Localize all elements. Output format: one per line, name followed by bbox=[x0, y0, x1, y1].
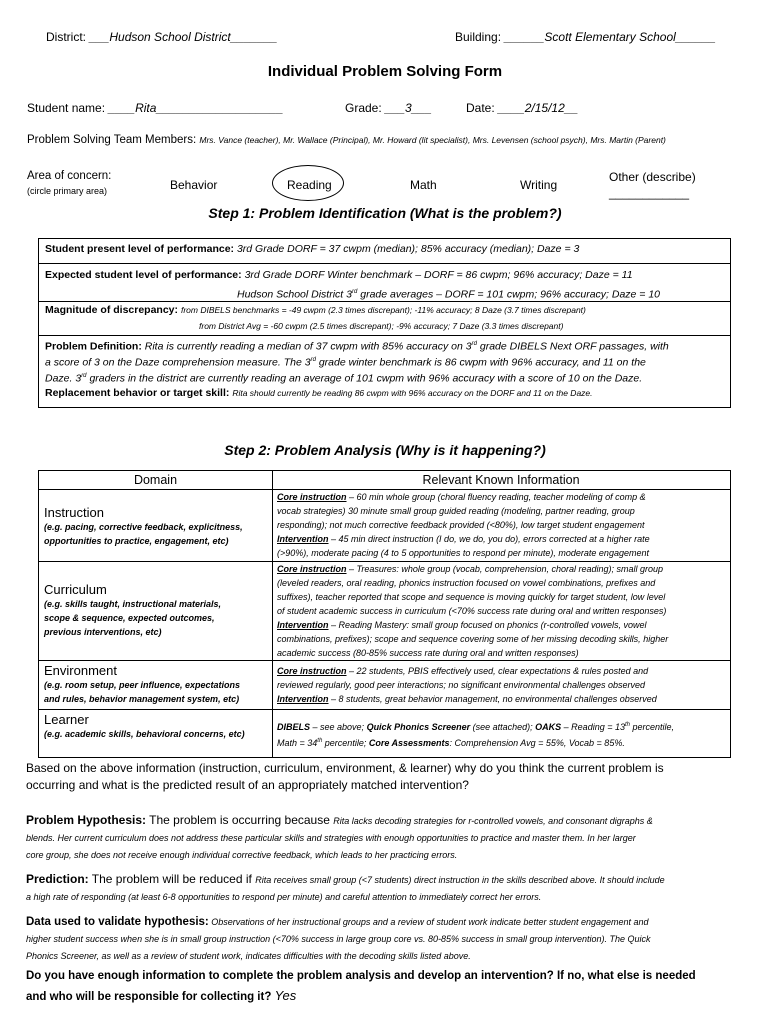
team-members-field bbox=[27, 134, 666, 146]
domain-environment bbox=[44, 663, 272, 706]
info-text: (see attached); bbox=[470, 722, 536, 732]
info-text: – Reading = 13 bbox=[561, 722, 625, 732]
superscript: th bbox=[624, 722, 630, 728]
domain-subtitle: opportunities to practice, engagement, etc) bbox=[44, 536, 229, 546]
other-describe-blank[interactable]: ____________ bbox=[609, 186, 690, 200]
domain-curriculum bbox=[44, 582, 272, 639]
divider bbox=[39, 263, 730, 264]
info-text: academic success (80-85% success rate during oral and written responses) bbox=[277, 648, 579, 658]
info-heading: OAKS bbox=[535, 722, 562, 732]
info-text: – Treasures: whole group (vocab, comprehension, choral reading); small group bbox=[346, 564, 664, 574]
info-text: – 45 min direct instruction (I do, we do, you do), errors corrected at a higher rate bbox=[328, 534, 650, 544]
analysis-question bbox=[26, 760, 746, 794]
magnitude-district: from District Avg = -60 cwpm (2.5 times discrepant); -9% accuracy; 7 Daze (3.3 times discrepant) bbox=[199, 321, 564, 331]
info-text: responding); not much corrective feedback provided (<80%), low target student engagement bbox=[277, 520, 645, 530]
domain-title: Curriculum bbox=[44, 582, 107, 597]
student-name-field bbox=[27, 101, 283, 115]
question-text: Based on the above information (instruction, curriculum, environment, & learner) why do you think the current problem is bbox=[26, 761, 664, 775]
divider bbox=[39, 301, 730, 302]
step2-title: Step 2: Problem Analysis (Why is it happening?) bbox=[224, 442, 546, 458]
expected-level-row bbox=[45, 268, 724, 282]
info-heading: Core instruction bbox=[277, 666, 347, 676]
info-text: (>90%), moderate pacing (4 to 5 opportunities to respond per minute), moderate engagement bbox=[277, 548, 649, 558]
hypothesis-text: Rita lacks decoding strategies for r-controlled vowels, and consonant digraphs & bbox=[333, 816, 653, 826]
team-members-label: Problem Solving Team Members: bbox=[27, 134, 197, 146]
domain-learner bbox=[44, 712, 272, 741]
area-option-other[interactable]: Other (describe) bbox=[609, 170, 696, 184]
domain-title: Environment bbox=[44, 663, 117, 678]
grade-value: ___3___ bbox=[385, 101, 432, 115]
info-text: percentile; bbox=[322, 738, 369, 748]
replacement-row bbox=[45, 386, 724, 400]
info-environment bbox=[277, 664, 726, 706]
info-heading: Intervention bbox=[277, 694, 329, 704]
problem-definition-label: Problem Definition: bbox=[45, 340, 142, 353]
magnitude-label: Magnitude of discrepancy: bbox=[45, 304, 179, 316]
question-text: and who will be responsible for collecting it? bbox=[26, 991, 272, 1003]
validation-data bbox=[26, 914, 746, 965]
domain-subtitle: previous interventions, etc) bbox=[44, 627, 162, 637]
info-heading: Intervention bbox=[277, 620, 329, 630]
domain-instruction bbox=[44, 505, 272, 548]
validation-text: Phonics Screener, as well as a review of student work, indicates difficulties with the decoding skills listed above. bbox=[26, 951, 471, 961]
grade-label: Grade: bbox=[345, 101, 382, 115]
prediction-text: a high rate of responding (at least 6-8 opportunities to respond per minute) and careful attention to immediately correct her errors. bbox=[26, 892, 542, 902]
magnitude-value: from DIBELS benchmarks = -49 cwpm (2.3 times discrepant); -11% accuracy; 8 Daze (3.7 times discrepant) bbox=[180, 305, 586, 315]
info-text: – 8 students, great behavior management, no environmental challenges observed bbox=[328, 694, 657, 704]
page-title: Individual Problem Solving Form bbox=[267, 63, 503, 80]
problem-hypothesis bbox=[26, 812, 746, 864]
area-option-math[interactable]: Math bbox=[410, 178, 437, 192]
info-heading: Core instruction bbox=[277, 492, 347, 502]
info-text: – 60 min whole group (choral fluency reading, teacher modeling of comp & bbox=[346, 492, 646, 502]
info-text: vocab strategies) 30 minute small group guided reading (modeling, partner reading, group bbox=[277, 506, 635, 516]
date-value: ____2/15/12__ bbox=[498, 101, 579, 115]
domain-subtitle: (e.g. skills taught, instructional materials, bbox=[44, 599, 222, 609]
answer-value[interactable]: Yes bbox=[274, 988, 297, 1003]
student-name-label: Student name: bbox=[27, 101, 106, 115]
domain-subtitle: (e.g. room setup, peer influence, expectations bbox=[44, 680, 241, 690]
prediction bbox=[26, 871, 746, 906]
present-level-label: Student present level of performance: bbox=[45, 243, 235, 255]
problem-definition-text: Daze. 3 bbox=[45, 372, 82, 385]
hypothesis-text: blends. Her current curriculum does not address these particular skills and strategies with enough opportunities to practice and master them. In her larger bbox=[26, 833, 636, 843]
problem-definition-text: a score of 3 on the Daze comprehension measure. The 3 bbox=[45, 356, 311, 369]
problem-definition-line3 bbox=[45, 369, 724, 386]
divider bbox=[39, 660, 730, 661]
expected-level-value: 3rd Grade DORF Winter benchmark – DORF = 86 cwpm; 96% accuracy; Daze = 11 bbox=[244, 269, 633, 281]
info-text: (leveled readers, oral reading, phonics instruction focused on vowel combinations, prefixes and bbox=[277, 578, 656, 588]
col-header-domain: Domain bbox=[133, 473, 178, 487]
info-learner bbox=[277, 718, 726, 750]
step1-title: Step 1: Problem Identification (What is the problem?) bbox=[208, 205, 562, 221]
problem-identification-box bbox=[38, 238, 731, 408]
expected-level-district bbox=[237, 285, 724, 302]
info-text: suffixes), teacher reported that scope and sequence is moving quickly for target student, low level bbox=[277, 592, 666, 602]
hypothesis-lead: The problem is occurring because bbox=[146, 813, 334, 827]
present-level-row bbox=[45, 242, 724, 256]
info-heading: Quick Phonics Screener bbox=[366, 722, 471, 732]
hypothesis-text: core group, she does not receive enough individual corrective feedback, which leads to her practicing errors. bbox=[26, 850, 458, 860]
information-question bbox=[26, 966, 746, 1007]
magnitude-row bbox=[45, 303, 724, 317]
domain-subtitle: (e.g. pacing, corrective feedback, explicitness, bbox=[44, 522, 243, 532]
problem-definition-text: Rita is currently reading a median of 37 cwpm with 85% accuracy on 3 bbox=[144, 340, 472, 353]
building-label: Building: bbox=[455, 30, 502, 44]
area-of-concern-hint: (circle primary area) bbox=[27, 186, 108, 196]
info-text: reviewed regularly, good peer interactions; no significant environmental challenges observed bbox=[277, 680, 646, 690]
info-text: of student academic success in curriculum (<70% success rate during oral and written responses) bbox=[277, 606, 667, 616]
column-divider bbox=[272, 471, 273, 757]
info-text: : Comprehension Avg = 55%, Vocab = 85%. bbox=[449, 738, 625, 748]
superscript: rd bbox=[351, 289, 358, 295]
replacement-label: Replacement behavior or target skill: bbox=[45, 387, 230, 399]
expected-level-label: Expected student level of performance: bbox=[45, 269, 242, 281]
prediction-text: Rita receives small group (<7 students) direct instruction in the skills described above. It should include bbox=[255, 875, 665, 885]
hypothesis-label: Problem Hypothesis: bbox=[26, 813, 147, 827]
superscript: rd bbox=[81, 373, 87, 379]
question-text: occurring and what is the predicted result of an appropriately matched intervention? bbox=[26, 778, 469, 792]
info-text: – Reading Mastery: small group focused on phonics (r-controlled vowels, vowel bbox=[328, 620, 647, 630]
district-value: ___Hudson School District_______ bbox=[89, 30, 278, 44]
col-header-info: Relevant Known Information bbox=[422, 473, 580, 487]
domain-title: Learner bbox=[44, 712, 89, 727]
area-option-writing[interactable]: Writing bbox=[520, 178, 558, 192]
area-of-concern-label: Area of concern: bbox=[27, 170, 112, 182]
domain-subtitle: and rules, behavior management system, etc) bbox=[44, 694, 240, 704]
info-text: – see above; bbox=[310, 722, 367, 732]
building-value: ______Scott Elementary School______ bbox=[504, 30, 716, 44]
problem-definition-text: grade winter benchmark is 86 cwpm with 96% accuracy, and 11 on the bbox=[315, 356, 646, 369]
superscript: rd bbox=[310, 357, 316, 363]
domain-subtitle: (e.g. academic skills, behavioral concerns, etc) bbox=[44, 729, 245, 739]
info-text: – 22 students, PBIS effectively used, clear expectations & rules posted and bbox=[346, 666, 649, 676]
divider bbox=[39, 709, 730, 710]
present-level-value: 3rd Grade DORF = 37 cwpm (median); 85% accuracy (median); Daze = 3 bbox=[236, 243, 580, 255]
info-text: Math = 34 bbox=[277, 738, 318, 748]
divider bbox=[39, 335, 730, 336]
building-field bbox=[455, 30, 716, 44]
district-label: District: bbox=[46, 30, 86, 44]
prediction-lead: The problem will be reduced if bbox=[88, 872, 256, 886]
question-text: Do you have enough information to complete the problem analysis and develop an intervention? If no, what else is needed bbox=[26, 970, 696, 982]
domain-subtitle: scope & sequence, expected outcomes, bbox=[44, 613, 215, 623]
info-heading: DIBELS bbox=[277, 722, 311, 732]
superscript: th bbox=[317, 738, 323, 744]
expected-district-text: Hudson School District 3 bbox=[237, 288, 352, 301]
info-heading: Intervention bbox=[277, 534, 329, 544]
expected-district-text: grade averages – DORF = 101 cwpm; 96% accuracy; Daze = 10 bbox=[357, 288, 661, 301]
student-name-value: ____Rita___________________ bbox=[108, 101, 284, 115]
info-heading: Core instruction bbox=[277, 564, 347, 574]
validation-label: Data used to validate hypothesis: bbox=[26, 916, 209, 928]
district-field bbox=[46, 30, 277, 44]
date-field bbox=[466, 101, 578, 115]
team-members-value: Mrs. Vance (teacher), Mr. Wallace (Principal), Mr. Howard (lit specialist), Mrs. Levensen (school psych), Mrs. Martin (Parent) bbox=[199, 135, 666, 145]
problem-definition-line2 bbox=[45, 353, 724, 370]
date-label: Date: bbox=[466, 101, 495, 115]
validation-text: Observations of her instructional groups and a review of student work indicate better student engagement and bbox=[208, 917, 649, 927]
superscript: rd bbox=[471, 341, 477, 347]
info-text: combinations, prefixes); scope and sequence covering some of her missing decoding skills, higher bbox=[277, 634, 669, 644]
replacement-value: Rita should currently be reading 86 cwpm with 96% accuracy on the DORF and 11 on the Daze. bbox=[232, 388, 593, 398]
problem-definition-text: graders in the district are currently reading an average of 101 cwpm with 96% accuracy with a score of 10 on the Daze. bbox=[86, 372, 643, 385]
grade-field bbox=[345, 101, 432, 115]
domain-title: Instruction bbox=[44, 505, 104, 520]
problem-definition-row bbox=[45, 337, 724, 354]
info-curriculum bbox=[277, 562, 726, 660]
info-instruction bbox=[277, 490, 726, 560]
validation-text: higher student success when she is in small group instruction (<70% success in large group core vs. 80-85% success in small group intervention). The Quick bbox=[26, 934, 651, 944]
area-option-behavior[interactable]: Behavior bbox=[170, 178, 218, 192]
info-heading: Core Assessments bbox=[368, 738, 450, 748]
problem-definition-text: grade DIBELS Next ORF passages, with bbox=[476, 340, 669, 353]
info-text: percentile, bbox=[630, 722, 675, 732]
prediction-label: Prediction: bbox=[26, 872, 89, 886]
area-option-reading[interactable]: Reading bbox=[287, 178, 332, 192]
problem-analysis-table bbox=[38, 470, 731, 758]
